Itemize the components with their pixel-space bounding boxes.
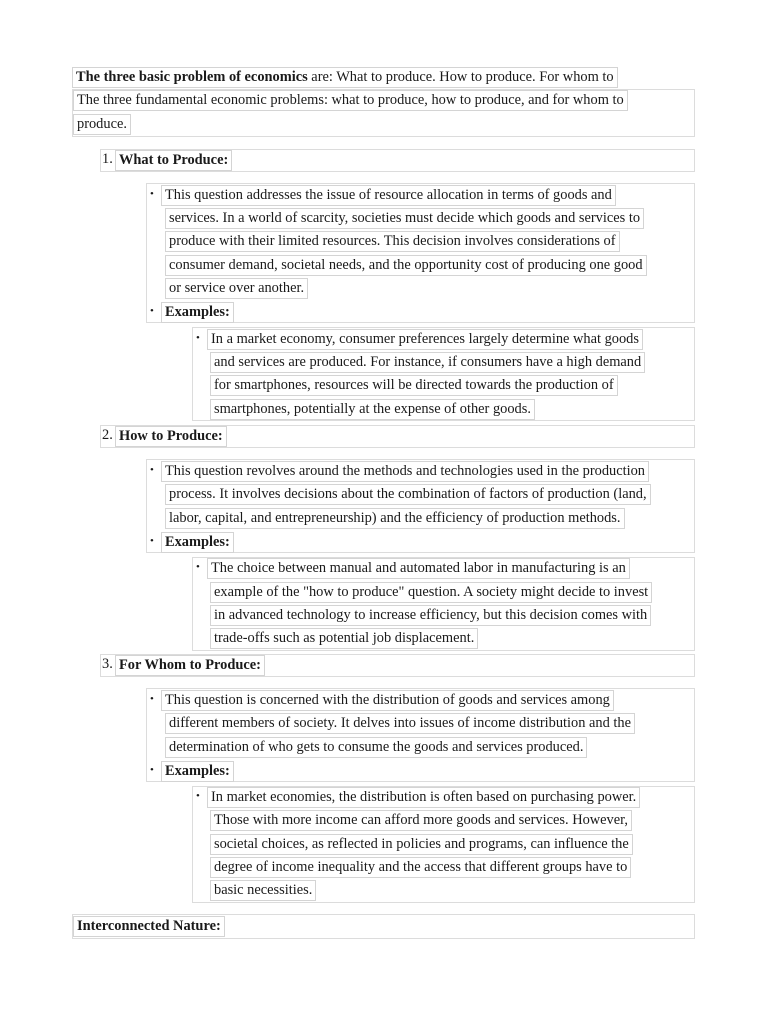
desc-line: consumer demand, societal needs, and the opportunity cost of producing one good — [165, 255, 647, 276]
example-line: In a market economy, consumer preferences largely determine what goods — [207, 329, 643, 350]
bullet-icon: • — [150, 188, 154, 200]
desc-line: or service over another. — [165, 278, 308, 299]
example-line: and services are produced. For instance, if consumers have a high demand — [210, 352, 645, 373]
desc-line: process. It involves decisions about the combination of factors of production (land, — [165, 484, 651, 505]
section-title-1 — [115, 150, 232, 171]
bullet-icon: • — [150, 693, 154, 705]
example-line: The choice between manual and automated labor in manufacturing is an — [207, 558, 630, 579]
example-line: degree of income inequality and the access that different groups have to — [210, 857, 631, 878]
intro-line-3: produce. — [73, 114, 131, 135]
section-title-2-text: How to Produce: — [119, 428, 223, 444]
bullet-icon: • — [196, 790, 200, 802]
desc-line: labor, capital, and entrepreneurship) and the efficiency of production methods. — [165, 508, 625, 529]
intro-heading-bold: The three basic problem of economics — [76, 69, 308, 85]
desc-line: This question revolves around the methods and technologies used in the production — [161, 461, 649, 482]
section-title-2 — [115, 426, 227, 447]
examples-label-3 — [161, 761, 234, 782]
example-line: trade-offs such as potential job displacement. — [210, 628, 478, 649]
bullet-icon: • — [150, 764, 154, 776]
footer-title-text: Interconnected Nature: — [77, 918, 221, 934]
desc-line: services. In a world of scarcity, societies must decide which goods and services to — [165, 208, 644, 229]
footer-title — [73, 916, 225, 937]
desc-line: This question is concerned with the distribution of goods and services among — [161, 690, 614, 711]
desc-line: produce with their limited resources. This decision involves considerations of — [165, 231, 620, 252]
example-line: in advanced technology to increase efficiency, but this decision comes with — [210, 605, 651, 626]
examples-label-text: Examples: — [165, 304, 230, 320]
examples-label-text: Examples: — [165, 534, 230, 550]
example-line: for smartphones, resources will be directed towards the production of — [210, 375, 618, 396]
examples-label-1 — [161, 302, 234, 323]
section-number-1: 1. — [102, 151, 113, 167]
example-line: smartphones, potentially at the expense of other goods. — [210, 399, 535, 420]
examples-label-text: Examples: — [165, 763, 230, 779]
bullet-icon: • — [150, 464, 154, 476]
section-number-2: 2. — [102, 427, 113, 443]
section-title-1-text: What to Produce: — [119, 152, 229, 168]
section-title-3-text: For Whom to Produce: — [119, 657, 261, 673]
example-line: example of the "how to produce" question. A society might decide to invest — [210, 582, 652, 603]
bullet-icon: • — [196, 332, 200, 344]
section-title-3 — [115, 655, 265, 676]
intro-line-2: The three fundamental economic problems: what to produce, how to produce, and for whom to — [73, 90, 628, 111]
bullet-icon: • — [150, 535, 154, 547]
examples-label-2 — [161, 532, 234, 553]
desc-line: determination of who gets to consume the goods and services produced. — [165, 737, 587, 758]
bullet-icon: • — [196, 561, 200, 573]
intro-heading — [72, 67, 618, 88]
intro-heading-rest: are: What to produce. How to produce. For whom to — [307, 69, 614, 85]
example-line: In market economies, the distribution is often based on purchasing power. — [207, 787, 640, 808]
desc-line: different members of society. It delves into issues of income distribution and the — [165, 713, 635, 734]
example-line: Those with more income can afford more goods and services. However, — [210, 810, 632, 831]
section-number-3: 3. — [102, 656, 113, 672]
example-line: basic necessities. — [210, 880, 316, 901]
bullet-icon: • — [150, 305, 154, 317]
example-line: societal choices, as reflected in policies and programs, can influence the — [210, 834, 633, 855]
desc-line: This question addresses the issue of resource allocation in terms of goods and — [161, 185, 616, 206]
